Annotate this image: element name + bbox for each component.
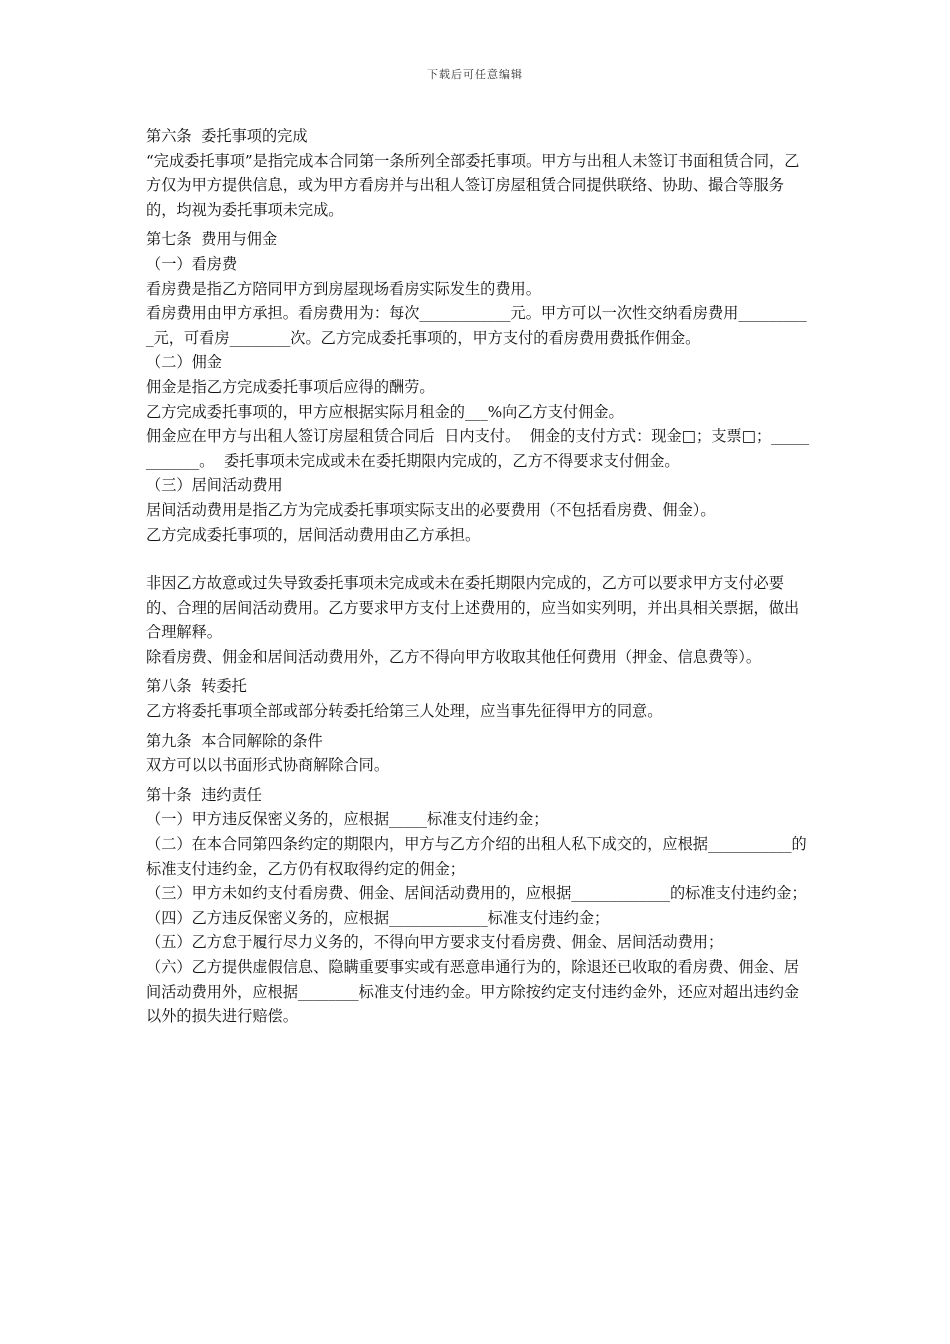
paragraph: 佣金是指乙方完成委托事项后应得的酬劳。	[146, 377, 435, 396]
paragraph: （一）看房费	[146, 254, 238, 273]
paragraph: 看房费用由甲方承担。看房费用为：每次____________元。甲方可以一次性交纳看房费用__________元，可看房________次。乙方完成委托事项的，甲方支付的看房费用费抵作佣金。	[146, 304, 807, 347]
section-heading: 第十条 违约责任	[146, 785, 262, 804]
paragraph: 佣金应在甲方与出租人签订房屋租赁合同后 日内支付。 佣金的支付方式：现金□；支票□；____________。 委托事项未完成或未在委托期限内完成的，乙方不得要求支付佣金。	[146, 427, 810, 470]
page-header: 下载后可任意编辑	[427, 68, 523, 81]
section-heading: 第七条 费用与佣金	[146, 230, 278, 249]
paragraph: 看房费是指乙方陪同甲方到房屋现场看房实际发生的费用。	[146, 279, 541, 298]
paragraph: 非因乙方故意或过失导致委托事项未完成或未在委托期限内完成的，乙方可以要求甲方支付必要的、合理的居间活动费用。乙方要求甲方支付上述费用的，应当如实列明，并出具相关票据，做出合理解释。	[146, 574, 800, 642]
section-heading: 第八条 转委托	[146, 677, 247, 696]
paragraph: 居间活动费用是指乙方为完成委托事项实际支出的必要费用（不包括看房费、佣金）。	[146, 500, 716, 519]
paragraph: （二）在本合同第四条约定的期限内，甲方与乙方介绍的出租人私下成交的，应根据___________的标准支付违约金，乙方仍有权取得约定的佣金；	[146, 835, 807, 878]
paragraph: 除看房费、佣金和居间活动费用外，乙方不得向甲方收取其他任何费用（押金、信息费等）。	[146, 647, 762, 666]
paragraph: 双方可以以书面形式协商解除合同。	[146, 756, 389, 775]
paragraph: （六）乙方提供虚假信息、隐瞒重要事实或有恶意串通行为的，除退还已收取的看房费、佣金、居间活动费用外，应根据________标准支付违约金。甲方除按约定支付违约金外，还应对超出违约金以外的损失进行赔偿。	[146, 958, 800, 1026]
section-heading: 第九条 本合同解除的条件	[146, 731, 323, 750]
paragraph: （四）乙方违反保密义务的，应根据_____________标准支付违约金；	[146, 908, 610, 927]
paragraph: （五）乙方怠于履行尽力义务的，不得向甲方要求支付看房费、佣金、居间活动费用；	[146, 933, 724, 952]
paragraph: （三）甲方未如约支付看房费、佣金、居间活动费用的，应根据_____________的标准支付违约金；	[146, 884, 807, 903]
paragraph: 乙方完成委托事项的，居间活动费用由乙方承担。	[146, 525, 481, 544]
paragraph: （二）佣金	[146, 353, 222, 372]
paragraph: 乙方完成委托事项的，甲方应根据实际月租金的___%向乙方支付佣金。	[146, 402, 624, 421]
paragraph: “完成委托事项”是指完成本合同第一条所列全部委托事项。甲方与出租人未签订书面租赁合同，乙方仅为甲方提供信息，或为甲方看房并与出租人签订房屋租赁合同提供联络、协助、撮合等服务的，均视为委托事项未完成。	[146, 151, 800, 219]
section-heading: 第六条 委托事项的完成	[146, 127, 308, 145]
paragraph: （三）居间活动费用	[146, 476, 283, 495]
paragraph: 乙方将委托事项全部或部分转委托给第三人处理，应当事先征得甲方的同意。	[146, 702, 663, 721]
document-body	[146, 122, 810, 1029]
paragraph: （一）甲方违反保密义务的，应根据_____标准支付违约金；	[146, 810, 549, 829]
